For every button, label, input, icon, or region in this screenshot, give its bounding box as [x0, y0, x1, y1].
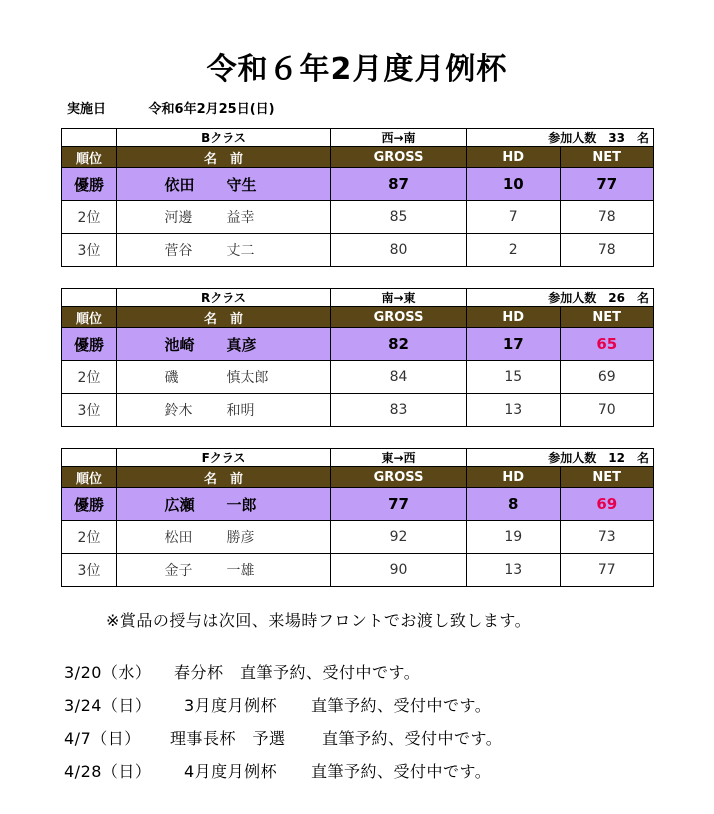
name-cell [117, 394, 331, 427]
first-name: 和明 [226, 403, 255, 419]
blank-cell [62, 289, 117, 307]
last-name: 鈴木 [164, 403, 193, 419]
event-item [64, 726, 502, 749]
first-name: 真彦 [226, 335, 257, 354]
table-row-winner [62, 488, 654, 521]
name-cell [117, 521, 331, 554]
table-row [62, 234, 654, 267]
rank-cell: 2位 [62, 521, 117, 554]
hd-cell: 19 [467, 521, 561, 554]
gross-cell: 82 [331, 328, 467, 361]
hd-cell: 15 [467, 361, 561, 394]
gross-cell: 85 [331, 201, 467, 234]
date-row [67, 98, 275, 117]
table-row [62, 521, 654, 554]
course: 西→南 [331, 129, 467, 147]
blank-cell [62, 449, 117, 467]
header-net: NET [560, 467, 654, 488]
event-item [64, 759, 491, 782]
net-cell: 73 [560, 521, 654, 554]
net-cell: 77 [560, 168, 654, 201]
first-name: 益幸 [226, 210, 255, 226]
first-name: 守生 [226, 175, 257, 194]
net-cell: 69 [560, 361, 654, 394]
event-name: 春分杯 [174, 663, 224, 682]
rank-cell: 3位 [62, 394, 117, 427]
hd-cell: 8 [467, 488, 561, 521]
table-row-winner [62, 328, 654, 361]
header-rank: 順位 [62, 147, 117, 168]
date-value: 令和6年2月25日(日) [148, 102, 275, 117]
table-row [62, 394, 654, 427]
name-cell [117, 168, 331, 201]
course: 南→東 [331, 289, 467, 307]
last-name: 池崎 [164, 335, 195, 354]
event-name: 4月度月例杯 [184, 762, 278, 781]
participant-count: 参加人数 12 名 [467, 449, 654, 467]
first-name: 一郎 [226, 495, 257, 514]
hd-cell: 10 [467, 168, 561, 201]
blank-cell [62, 129, 117, 147]
last-name: 菅谷 [164, 243, 193, 259]
name-cell [117, 488, 331, 521]
class-name: Bクラス [117, 129, 331, 147]
name-cell [117, 361, 331, 394]
prize-note: ※賞品の授与は次回、来場時フロントでお渡し致します。 [106, 611, 532, 630]
header-name: 名 前 [117, 147, 331, 168]
header-name: 名 前 [117, 467, 331, 488]
net-cell: 78 [560, 234, 654, 267]
first-name: 勝彦 [226, 530, 255, 546]
gross-cell: 87 [331, 168, 467, 201]
rank-cell: 2位 [62, 361, 117, 394]
date-label: 実施日 [67, 102, 107, 117]
header-rank: 順位 [62, 307, 117, 328]
class-name: Fクラス [117, 449, 331, 467]
results-table-b-class [61, 128, 654, 267]
results-table-f-class [61, 448, 654, 587]
event-date: 3/24（日） [64, 696, 152, 715]
first-name: 一雄 [226, 563, 255, 579]
header-rank: 順位 [62, 467, 117, 488]
table-row [62, 201, 654, 234]
first-name: 丈二 [226, 243, 255, 259]
name-cell [117, 234, 331, 267]
header-hd: HD [467, 307, 561, 328]
net-cell: 70 [560, 394, 654, 427]
event-status: 直筆予約、受付中です。 [322, 729, 503, 748]
event-status: 直筆予約、受付中です。 [311, 762, 492, 781]
gross-cell: 92 [331, 521, 467, 554]
header-gross: GROSS [331, 307, 467, 328]
gross-cell: 80 [331, 234, 467, 267]
rank-cell: 2位 [62, 201, 117, 234]
rank-cell: 優勝 [62, 168, 117, 201]
event-date: 3/20（水） [64, 663, 152, 682]
name-cell [117, 554, 331, 587]
hd-cell: 17 [467, 328, 561, 361]
header-hd: HD [467, 467, 561, 488]
participant-count: 参加人数 26 名 [467, 289, 654, 307]
gross-cell: 77 [331, 488, 467, 521]
name-cell [117, 328, 331, 361]
net-cell: 78 [560, 201, 654, 234]
rank-cell: 優勝 [62, 328, 117, 361]
header-net: NET [560, 307, 654, 328]
table-row [62, 361, 654, 394]
header-net: NET [560, 147, 654, 168]
header-name: 名 前 [117, 307, 331, 328]
hd-cell: 2 [467, 234, 561, 267]
page-title: 令和６年2月度月例杯 [206, 52, 508, 87]
rank-cell: 3位 [62, 234, 117, 267]
header-gross: GROSS [331, 147, 467, 168]
event-name: 3月度月例杯 [184, 696, 278, 715]
event-date: 4/28（日） [64, 762, 152, 781]
net-cell: 77 [560, 554, 654, 587]
rank-cell: 優勝 [62, 488, 117, 521]
net-cell: 69 [560, 488, 654, 521]
last-name: 依田 [164, 175, 195, 194]
event-item [64, 693, 491, 716]
gross-cell: 90 [331, 554, 467, 587]
rank-cell: 3位 [62, 554, 117, 587]
event-name: 理事長杯 予選 [170, 729, 286, 748]
gross-cell: 84 [331, 361, 467, 394]
course: 東→西 [331, 449, 467, 467]
hd-cell: 13 [467, 554, 561, 587]
last-name: 広瀬 [164, 495, 195, 514]
event-status: 直筆予約、受付中です。 [311, 696, 492, 715]
event-date: 4/7（日） [64, 729, 141, 748]
name-cell [117, 201, 331, 234]
hd-cell: 7 [467, 201, 561, 234]
participant-count: 参加人数 33 名 [467, 129, 654, 147]
class-name: Rクラス [117, 289, 331, 307]
gross-cell: 83 [331, 394, 467, 427]
net-cell: 65 [560, 328, 654, 361]
last-name: 金子 [164, 563, 193, 579]
table-row-winner [62, 168, 654, 201]
last-name: 磯 [164, 370, 179, 386]
event-status: 直筆予約、受付中です。 [240, 663, 421, 682]
results-table-r-class [61, 288, 654, 427]
event-item [64, 660, 420, 683]
last-name: 河邊 [164, 210, 193, 226]
table-row [62, 554, 654, 587]
first-name: 慎太郎 [226, 370, 269, 386]
header-gross: GROSS [331, 467, 467, 488]
last-name: 松田 [164, 530, 193, 546]
header-hd: HD [467, 147, 561, 168]
hd-cell: 13 [467, 394, 561, 427]
